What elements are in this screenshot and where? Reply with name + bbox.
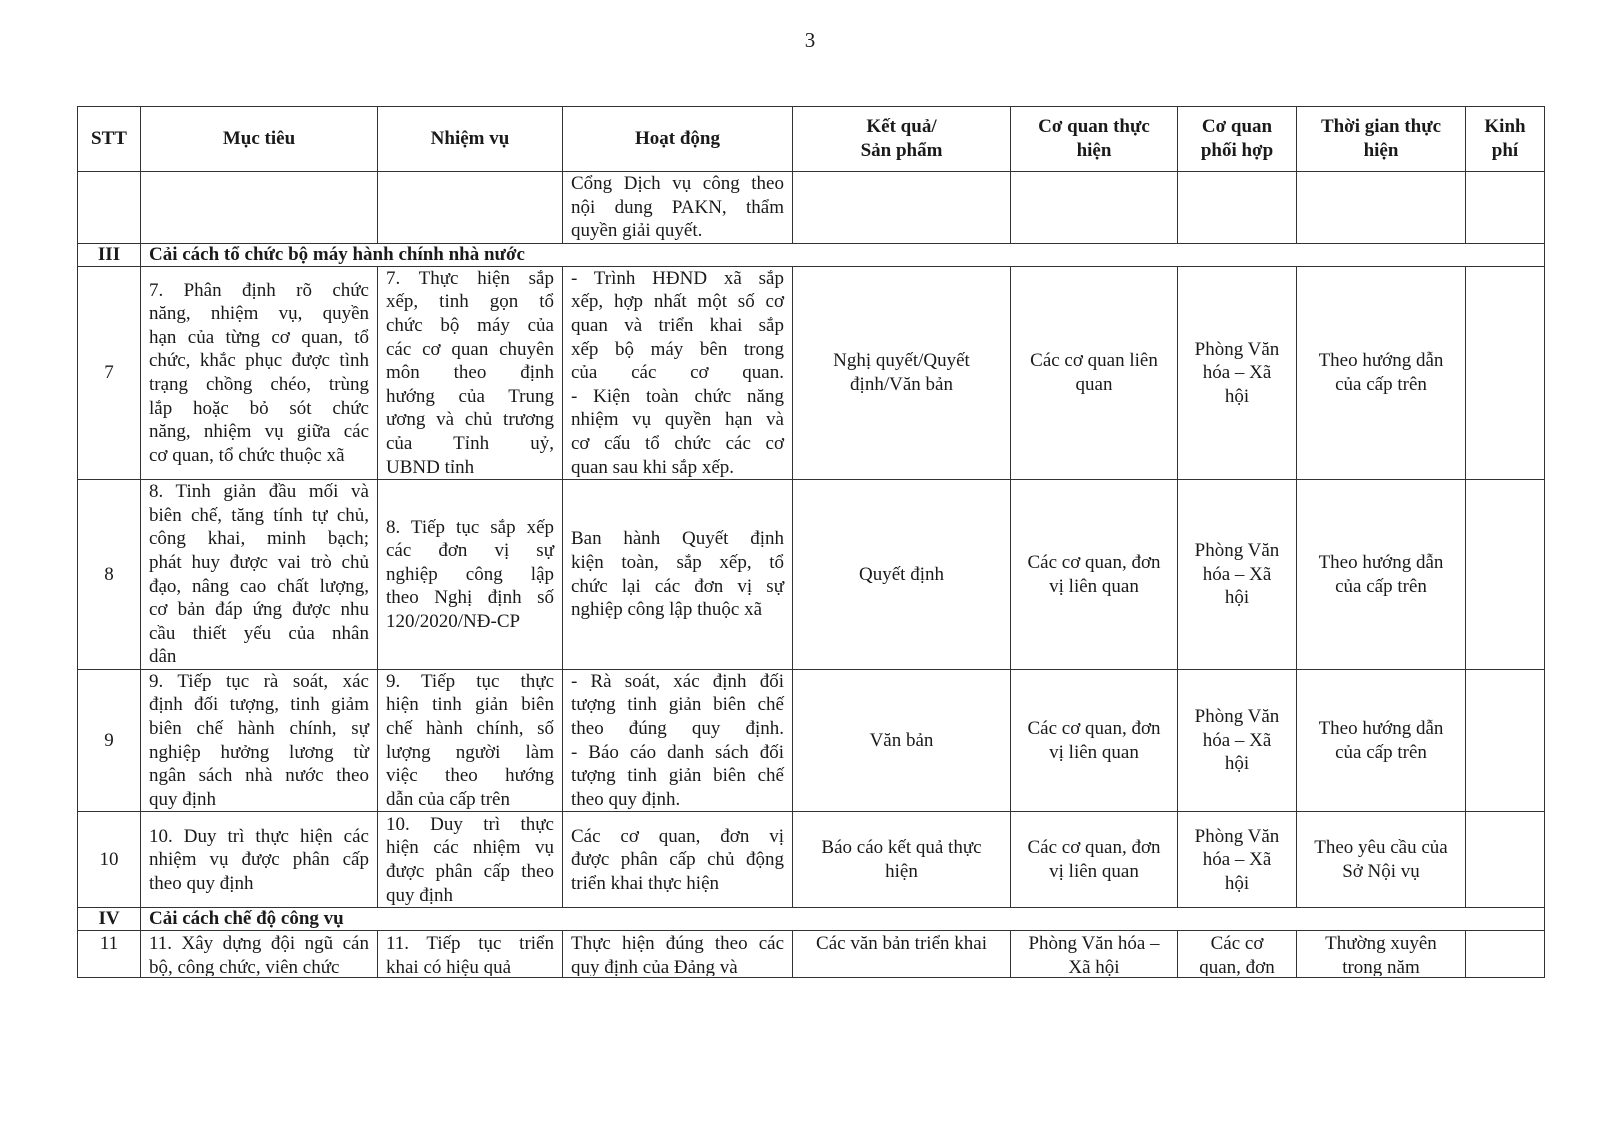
cell-line: quan — [1075, 373, 1113, 395]
cell-line: của các cơ quan. — [571, 362, 784, 384]
cell-stt: 9 — [78, 669, 141, 812]
cell-line: việc theo hướng — [386, 765, 554, 787]
cell-line: theo quy định. — [571, 788, 681, 810]
section-title: Cải cách tổ chức bộ máy hành chính nhà nước — [141, 243, 1545, 266]
cell-line: quy định của Đảng và — [571, 957, 738, 977]
cell-co-quan-phoi-hop — [1178, 812, 1297, 908]
cell-line: Thực hiện đúng theo các — [571, 933, 784, 955]
cell-nhiem-vu — [378, 812, 563, 908]
header-thoi-gian: Thời gian thực hiện — [1297, 107, 1466, 172]
header-ket-qua: Kết quả/ Sản phẩm — [793, 107, 1011, 172]
cell-line: định/Văn bản — [850, 373, 953, 395]
cell-line: nghiệp công lập thuộc xã — [571, 599, 763, 621]
cell-kinh-phi — [1466, 812, 1545, 908]
cell-line: năng, nhiệm vụ giữa các — [149, 421, 369, 443]
cell-line: Các cơ — [1210, 933, 1264, 955]
cell-line: quan, đơn — [1199, 957, 1275, 977]
cell-line: Quyết định — [859, 563, 944, 585]
cell-line: chức lại các đơn vị sự — [571, 575, 784, 597]
cell-line: triển khai thực hiện — [571, 872, 720, 894]
cell-line: hóa – Xã — [1202, 362, 1272, 384]
cell-co-quan-phoi-hop — [1178, 266, 1297, 479]
cell-kinh-phi — [1466, 669, 1545, 812]
cell-hoat-dong — [563, 669, 793, 812]
cell-hoat-dong — [563, 172, 793, 244]
table-row — [78, 669, 1545, 812]
cell-line: của Tỉnh uỷ, — [386, 432, 554, 454]
cell-line: Theo hướng dẫn — [1318, 551, 1444, 573]
cell-line: biên chế, tăng tính tự chủ, — [149, 504, 369, 526]
cell-line: 9. Tiếp tục thực — [386, 670, 554, 692]
header-hoat-dong: Hoạt động — [563, 107, 793, 172]
cell-line: quan và triển khai sắp — [571, 314, 784, 336]
cell-line: trong năm — [1342, 957, 1420, 977]
cell-co-quan-thuc-hien — [1011, 172, 1178, 244]
cell-thoi-gian — [1297, 172, 1466, 244]
cell-line: theo đúng quy định. — [571, 718, 784, 740]
cell-line: Các cơ quan, đơn vị — [571, 825, 784, 847]
cell-co-quan-phoi-hop — [1178, 931, 1297, 978]
table-row — [78, 266, 1545, 479]
cell-line: dẫn của cấp trên — [386, 788, 510, 810]
cell-thoi-gian — [1297, 669, 1466, 812]
cell-ket-qua — [793, 480, 1011, 670]
cell-line: các đơn vị sự — [386, 540, 554, 562]
cell-line: Các cơ quan, đơn — [1027, 718, 1161, 740]
section-code: IV — [78, 908, 141, 931]
cell-line: quy định — [149, 788, 217, 810]
cell-line: được phân cấp chủ động — [571, 849, 784, 871]
cell-line: nghiệp công lập — [386, 563, 554, 585]
cell-stt: 7 — [78, 266, 141, 479]
cell-line: Xã hội — [1068, 957, 1120, 977]
cell-line: cơ quan, tổ chức thuộc xã — [149, 444, 345, 466]
cell-nhiem-vu — [378, 669, 563, 812]
cell-line: Các cơ quan liên — [1030, 350, 1158, 372]
cell-line: bộ, công chức, viên chức — [149, 957, 340, 977]
cell-line: 9. Tiếp tục rà soát, xác — [149, 670, 369, 692]
cell-line: chế hành chính, số — [386, 718, 554, 740]
cell-line: hướng của Trung — [386, 385, 554, 407]
cell-co-quan-phoi-hop — [1178, 669, 1297, 812]
cell-line: nghiệp hưởng lương từ — [149, 741, 369, 763]
cell-thoi-gian — [1297, 812, 1466, 908]
cell-line: định đối tượng, tinh giảm — [149, 694, 369, 716]
cell-line: hạn của từng cơ quan, tổ — [149, 326, 369, 348]
header-stt: STT — [78, 107, 141, 172]
cell-line: của cấp trên — [1335, 575, 1427, 597]
cell-co-quan-thuc-hien — [1011, 812, 1178, 908]
cell-line: 11. Tiếp tục triển — [386, 933, 554, 955]
cell-line: kiện toàn, sắp xếp, tổ — [571, 551, 784, 573]
cell-line: các cơ quan chuyên — [386, 338, 554, 360]
cell-line: chức bộ máy của — [386, 314, 554, 336]
cell-muc-tieu — [141, 931, 378, 978]
cell-line: đạo, nâng cao chất lượng, — [149, 575, 369, 597]
cell-hoat-dong — [563, 266, 793, 479]
cell-line: được phân cấp theo — [386, 860, 554, 882]
continuation-row — [78, 172, 1545, 244]
cell-line: Phòng Văn — [1194, 540, 1280, 562]
cell-line: Thường xuyên — [1325, 933, 1437, 955]
table-header-row — [78, 107, 1545, 172]
cell-ket-qua — [793, 669, 1011, 812]
cell-line: Phòng Văn — [1194, 338, 1280, 360]
cell-stt: 11 — [78, 931, 141, 978]
cell-line: 10. Duy trì thực — [386, 813, 554, 835]
cell-muc-tieu — [141, 669, 378, 812]
cell-ket-qua — [793, 266, 1011, 479]
cell-line: Phòng Văn — [1194, 825, 1280, 847]
cell-line: công khai, minh bạch; — [149, 528, 369, 550]
header-co-quan-phoi-hop: Cơ quan phối hợp — [1178, 107, 1297, 172]
cell-kinh-phi — [1466, 172, 1545, 244]
section-row-iv — [78, 908, 1545, 931]
cell-line: hiện các nhiệm vụ — [386, 837, 554, 859]
cell-line: 11. Xây dựng đội ngũ cán — [149, 933, 369, 955]
cell-line: cầu thiết yếu của nhân — [149, 622, 369, 644]
cell-line: hội — [1224, 587, 1250, 609]
cell-line: Các cơ quan, đơn — [1027, 551, 1161, 573]
cell-hoat-dong — [563, 812, 793, 908]
cell-muc-tieu — [141, 480, 378, 670]
cell-line: cơ cấu tổ chức các cơ — [571, 432, 784, 454]
cell-thoi-gian — [1297, 480, 1466, 670]
cell-line: cơ bản đáp ứng được nhu — [149, 599, 369, 621]
cell-line: quan sau khi sắp xếp. — [571, 456, 735, 478]
cell-co-quan-thuc-hien — [1011, 480, 1178, 670]
cell-line: Nghị quyết/Quyết — [833, 350, 970, 372]
cell-line: xếp, hợp nhất một số cơ — [571, 291, 784, 313]
cell-line: xếp bộ máy bên trong — [571, 338, 784, 360]
cell-thoi-gian — [1297, 266, 1466, 479]
cell-line: vị liên quan — [1049, 575, 1139, 597]
cell-line: của cấp trên — [1335, 741, 1427, 763]
cell-line: quy định — [386, 884, 454, 906]
cell-line: - Trình HĐND xã sắp — [571, 267, 784, 289]
cell-line: UBND tỉnh — [386, 456, 475, 478]
cell-line: Các văn bản triển khai — [816, 933, 987, 955]
cell-line: Sở Nội vụ — [1342, 860, 1420, 882]
cell-co-quan-phoi-hop — [1178, 480, 1297, 670]
cell-line: vị liên quan — [1049, 741, 1139, 763]
cell-hoat-dong — [563, 480, 793, 670]
cell-line: hội — [1224, 753, 1250, 775]
cell-line: Phòng Văn — [1194, 706, 1280, 728]
cell-line: hóa – Xã — [1202, 849, 1272, 871]
cell-muc-tieu — [141, 812, 378, 908]
cell-co-quan-thuc-hien — [1011, 669, 1178, 812]
table-row — [78, 812, 1545, 908]
cell-line: 120/2020/NĐ-CP — [386, 610, 521, 632]
table-row — [78, 480, 1545, 670]
cell-line: 8. Tiếp tục sắp xếp — [386, 516, 554, 538]
cell-line: nhiệm vụ được phân cấp — [149, 849, 369, 871]
cell-line: hiện — [885, 860, 918, 882]
cell-line: 10. Duy trì thực hiện các — [149, 825, 369, 847]
cell-muc-tieu — [141, 172, 378, 244]
cell-line: Văn bản — [869, 729, 934, 751]
cell-line: khai có hiệu quả — [386, 957, 512, 977]
cell-stt: 10 — [78, 812, 141, 908]
cell-line: hội — [1224, 872, 1250, 894]
page-number: 3 — [804, 28, 816, 52]
cell-line: vị liên quan — [1049, 860, 1139, 882]
table-row — [78, 931, 1545, 978]
cell-ket-qua — [793, 931, 1011, 978]
section-row-iii — [78, 243, 1545, 266]
cell-line: 8. Tinh giản đầu mối và — [149, 481, 369, 503]
cell-line: Ban hành Quyết định — [571, 528, 784, 550]
action-plan-table — [77, 106, 1545, 978]
cell-line: tượng tinh giản biên chế — [571, 765, 784, 787]
cell-nhiem-vu — [378, 931, 563, 978]
cell-ket-qua — [793, 172, 1011, 244]
cell-kinh-phi — [1466, 266, 1545, 479]
cell-line: hóa – Xã — [1202, 729, 1272, 751]
section-title: Cải cách chế độ công vụ — [141, 908, 1545, 931]
cell-line: tượng tinh giản biên chế — [571, 694, 784, 716]
cell-line: Các cơ quan, đơn — [1027, 837, 1161, 859]
cell-line: của cấp trên — [1335, 373, 1427, 395]
cell-line: ương và chủ trương — [386, 409, 554, 431]
cell-line: Theo yêu cầu của — [1314, 837, 1448, 859]
cell-nhiem-vu — [378, 480, 563, 670]
cell-line: hiện tinh giản biên — [386, 694, 554, 716]
cell-line: Phòng Văn hóa – — [1028, 933, 1160, 955]
cell-stt — [78, 172, 141, 244]
header-nhiem-vu: Nhiệm vụ — [378, 107, 563, 172]
cell-co-quan-thuc-hien — [1011, 266, 1178, 479]
cell-line: 7. Thực hiện sắp — [386, 267, 554, 289]
cell-co-quan-phoi-hop — [1178, 172, 1297, 244]
cell-line: trạng chồng chéo, trùng — [149, 373, 369, 395]
cell-line: nội dung PAKN, thẩm — [571, 196, 784, 218]
cell-line: biên chế hành chính, sự — [149, 718, 369, 740]
header-co-quan-thuc-hien: Cơ quan thực hiện — [1011, 107, 1178, 172]
cell-line: Theo hướng dẫn — [1318, 718, 1444, 740]
cell-line: nhiệm vụ quyền hạn và — [571, 409, 784, 431]
cell-hoat-dong — [563, 931, 793, 978]
cell-kinh-phi — [1466, 480, 1545, 670]
cell-nhiem-vu — [378, 266, 563, 479]
cell-line: theo quy định — [149, 872, 254, 894]
cell-line: ngân sách nhà nước theo — [149, 765, 369, 787]
cell-line: môn theo định — [386, 362, 554, 384]
cell-kinh-phi — [1466, 931, 1545, 978]
cell-nhiem-vu — [378, 172, 563, 244]
cell-line: xếp, tinh gọn tổ — [386, 291, 554, 313]
cell-muc-tieu — [141, 266, 378, 479]
cell-line: năng, nhiệm vụ, quyền — [149, 303, 369, 325]
header-kinh-phi: Kinh phí — [1466, 107, 1545, 172]
cell-line: hội — [1224, 385, 1250, 407]
cell-line: dân — [149, 646, 177, 668]
cell-line: phát huy được vai trò chủ — [149, 551, 369, 573]
header-muc-tieu: Mục tiêu — [141, 107, 378, 172]
cell-line: chức, khắc phục được tình — [149, 350, 369, 372]
cell-line: Cổng Dịch vụ công theo — [571, 173, 784, 194]
cell-stt: 8 — [78, 480, 141, 670]
cell-line: theo Nghị định số — [386, 587, 554, 609]
cell-line: quyền giải quyết. — [571, 220, 703, 242]
cell-line: hóa – Xã — [1202, 563, 1272, 585]
cell-line: 7. Phân định rõ chức — [149, 279, 369, 301]
cell-line: Theo hướng dẫn — [1318, 350, 1444, 372]
cell-line: - Kiện toàn chức năng — [571, 385, 784, 407]
cell-line: lượng người làm — [386, 741, 554, 763]
cell-co-quan-thuc-hien — [1011, 931, 1178, 978]
cell-line: lắp hoặc bỏ sót chức — [149, 397, 369, 419]
cell-line: Báo cáo kết quả thực — [821, 837, 982, 859]
cell-thoi-gian — [1297, 931, 1466, 978]
cell-line: - Rà soát, xác định đối — [571, 670, 784, 692]
cell-line: - Báo cáo danh sách đối — [571, 741, 784, 763]
section-code: III — [78, 243, 141, 266]
cell-ket-qua — [793, 812, 1011, 908]
